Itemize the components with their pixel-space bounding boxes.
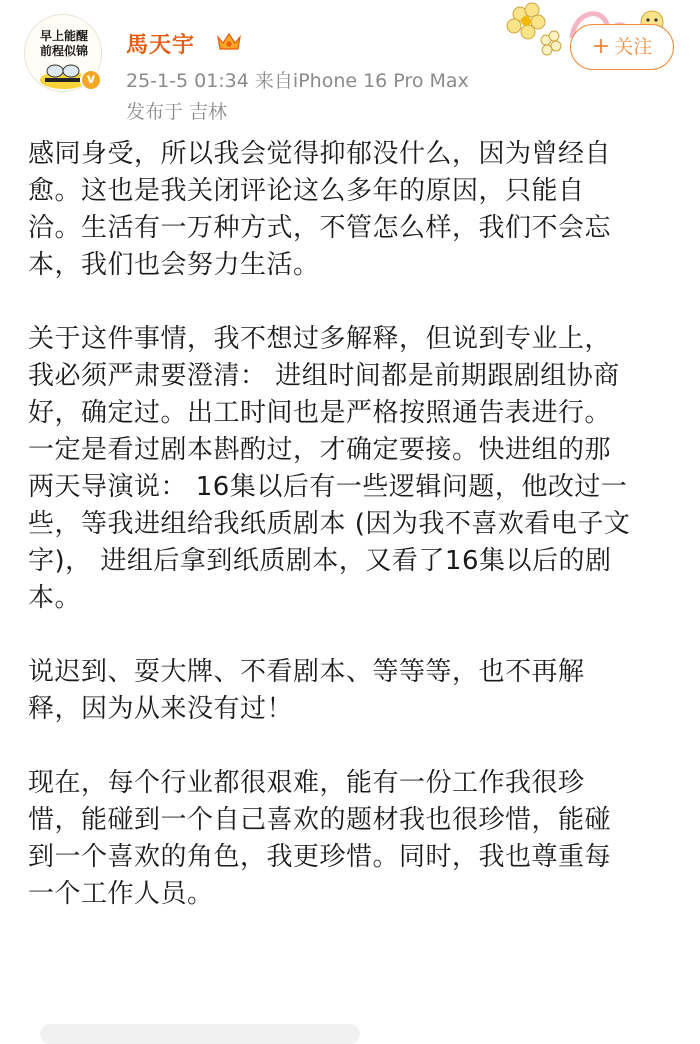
post-header	[0, 0, 700, 135]
username[interactable]: 馬天宇	[126, 33, 196, 58]
text-line: 惜，能碰到一个自己喜欢的题材我也很珍惜，能碰	[28, 805, 612, 835]
text-line: 释，因为从来没有过！	[28, 694, 294, 724]
post-paragraph	[28, 136, 676, 284]
text-line: 愈。这也是我关闭评论这么多年的原因，只能自	[28, 176, 585, 206]
text-line: 到一个喜欢的角色，我更珍惜。同时，我也尊重每	[28, 842, 612, 872]
follow-button[interactable]	[570, 24, 674, 70]
plus-icon: +	[591, 34, 611, 59]
avatar-caption-line: 早上能醒	[39, 29, 88, 43]
text-line: 一定是看过剧本斟酌过，才确定要接。快进组的那	[28, 435, 612, 465]
text-line: 感同身受，所以我会觉得抑郁没什么，因为曾经自	[28, 139, 612, 169]
post-meta	[126, 66, 469, 93]
follow-label: 关注	[614, 36, 653, 58]
avatar-caption	[29, 29, 99, 59]
post-paragraph	[28, 321, 676, 617]
verified-v-icon: v	[80, 69, 102, 91]
bottom-card-edge	[40, 1024, 360, 1044]
text-line: 本。	[28, 583, 82, 613]
post-paragraph	[28, 765, 676, 913]
avatar-caption-line: 前程似锦	[39, 44, 88, 58]
text-line: 我必须严肃要澄清： 进组时间都是前期跟剧组协商	[28, 361, 620, 391]
text-line: 说迟到、耍大牌、不看剧本、等等等，也不再解	[28, 657, 585, 687]
text-line: 现在，每个行业都很艰难，能有一份工作我很珍	[28, 768, 585, 798]
text-line: 些，等我进组给我纸质剧本 (因为我不喜欢看电子文	[28, 509, 631, 539]
crown-icon[interactable]	[215, 29, 243, 53]
post-location: 发布于 吉林	[126, 101, 228, 123]
post-paragraph	[28, 654, 676, 728]
text-line: 一个工作人员。	[28, 879, 214, 909]
post-source: 来自iPhone 16 Pro Max	[254, 70, 469, 92]
timestamp: 25-1-5 01:34	[126, 70, 249, 92]
text-line: 好，确定过。出工时间也是严格按照通告表进行。	[28, 398, 612, 428]
text-line: 本，我们也会努力生活。	[28, 250, 320, 280]
text-line: 字)， 进组后拿到纸质剧本，又看了16集以后的剧	[28, 546, 612, 576]
post-body	[28, 136, 676, 950]
text-line: 关于这件事情，我不想过多解释，但说到专业上，	[28, 324, 612, 354]
text-line: 两天导演说： 16集以后有一些逻辑问题，他改过一	[28, 472, 628, 502]
text-line: 洽。生活有一万种方式，不管怎么样，我们不会忘	[28, 213, 612, 243]
